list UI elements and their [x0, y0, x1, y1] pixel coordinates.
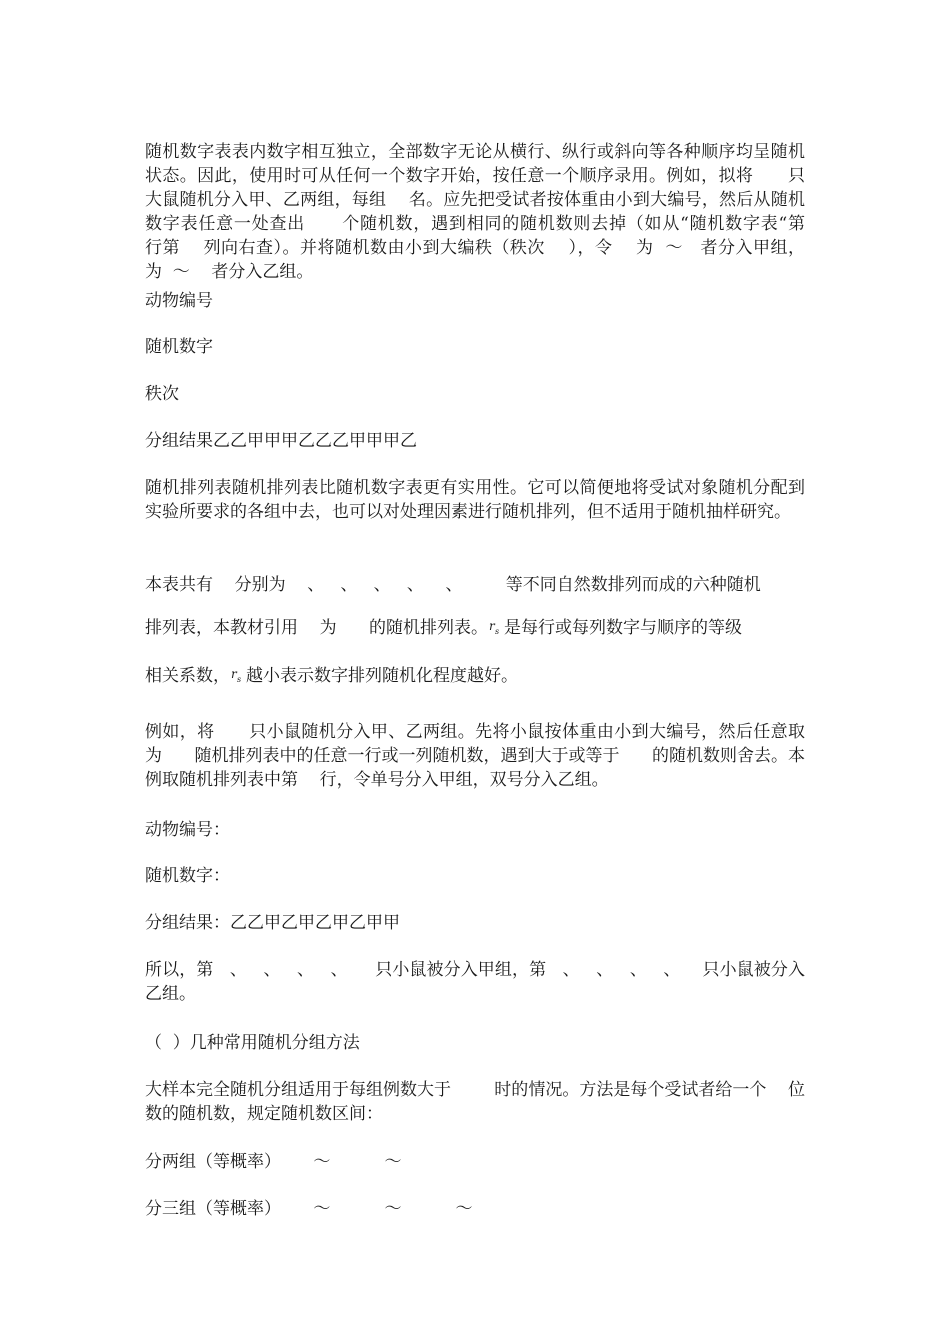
svg-text:r: r — [231, 667, 237, 681]
paragraph-random-number-table: 随机数字表表内数字相互独立，全部数字无论从横行、纵行或斜向等各种顺序均呈随机状态。因此，使用时可从任何一个数字开始，按任意一个顺序录用。例如，拟将 只大鼠随机分入甲、乙两组，每组 名。应先把受试者按体重由小到大编号，然后从随机数字表任意一处查出 个随机数，遇到相同的随机数则去掉（如从“随机数字表“第 行第 列向右查）。并将随机数由小到大编秩（秩次 ），令 为 ～ 者分入甲组， 为 ～ 者分入乙组。 — [145, 142, 838, 282]
paragraph-example: 例如，将 只小鼠随机分入甲、乙两组。先将小鼠按体重由小到大编号，然后任意取 为 随机排列表中的任意一行或一列随机数，遇到大于或等于 的随机数则舍去。本例取随机排列表中第 行，令单号分入甲组，双号分入乙组。 — [145, 722, 827, 790]
paragraph-table-intro-line2 — [145, 616, 805, 640]
section-heading-methods: （ ）几种常用随机分组方法 — [145, 1033, 360, 1053]
line-two-groups: 分两组（等概率） ～ ～ — [145, 1152, 402, 1172]
text-segment: 排列表，本教材引用 为 的随机排列表。 — [145, 618, 489, 638]
label-animal-number: 动物编号 — [145, 291, 213, 311]
paragraph-table-intro-line3 — [145, 664, 805, 688]
svg-text:s: s — [495, 627, 500, 636]
text-segment: 是每行或每列数字与顺序的等级 — [504, 618, 743, 638]
paragraph-group-assignment: 所以，第 、 、 、 、 只小鼠被分入甲组，第 、 、 、 、 只小鼠被分入乙组。 — [145, 960, 805, 1004]
text-segment: 相关系数， — [145, 666, 230, 686]
paragraph-table-intro-line1: 本表共有 分别为 、 、 、 、 、 等不同自然数排列而成的六种随机 — [145, 575, 761, 595]
svg-text:r: r — [489, 619, 495, 633]
paragraph-large-sample: 大样本完全随机分组适用于每组例数大于 时的情况。方法是每个受试者给一个 位数的随机数，规定随机数区间： — [145, 1080, 805, 1124]
label-group-result-2: 分组结果：乙乙甲乙甲乙甲乙甲甲 — [145, 913, 400, 933]
label-rank: 秩次 — [145, 384, 179, 404]
label-group-result: 分组结果乙乙甲甲甲乙乙乙甲甲甲乙 — [145, 431, 417, 451]
label-random-number-2: 随机数字： — [145, 866, 230, 886]
line-three-groups: 分三组（等概率） ～ ～ ～ — [145, 1199, 473, 1219]
rs-symbol-icon — [488, 619, 504, 637]
text-segment: 越小表示数字排列随机化程度越好。 — [246, 666, 518, 686]
label-random-number: 随机数字 — [145, 337, 213, 357]
svg-text:s: s — [237, 675, 242, 684]
label-animal-number-2: 动物编号： — [145, 820, 230, 840]
paragraph-random-permutation-table: 随机排列表随机排列表比随机数字表更有实用性。它可以简便地将受试对象随机分配到实验所要求的各组中去，也可以对处理因素进行随机排列，但不适用于随机抽样研究。 — [145, 478, 805, 522]
rs-symbol-icon — [230, 667, 246, 685]
